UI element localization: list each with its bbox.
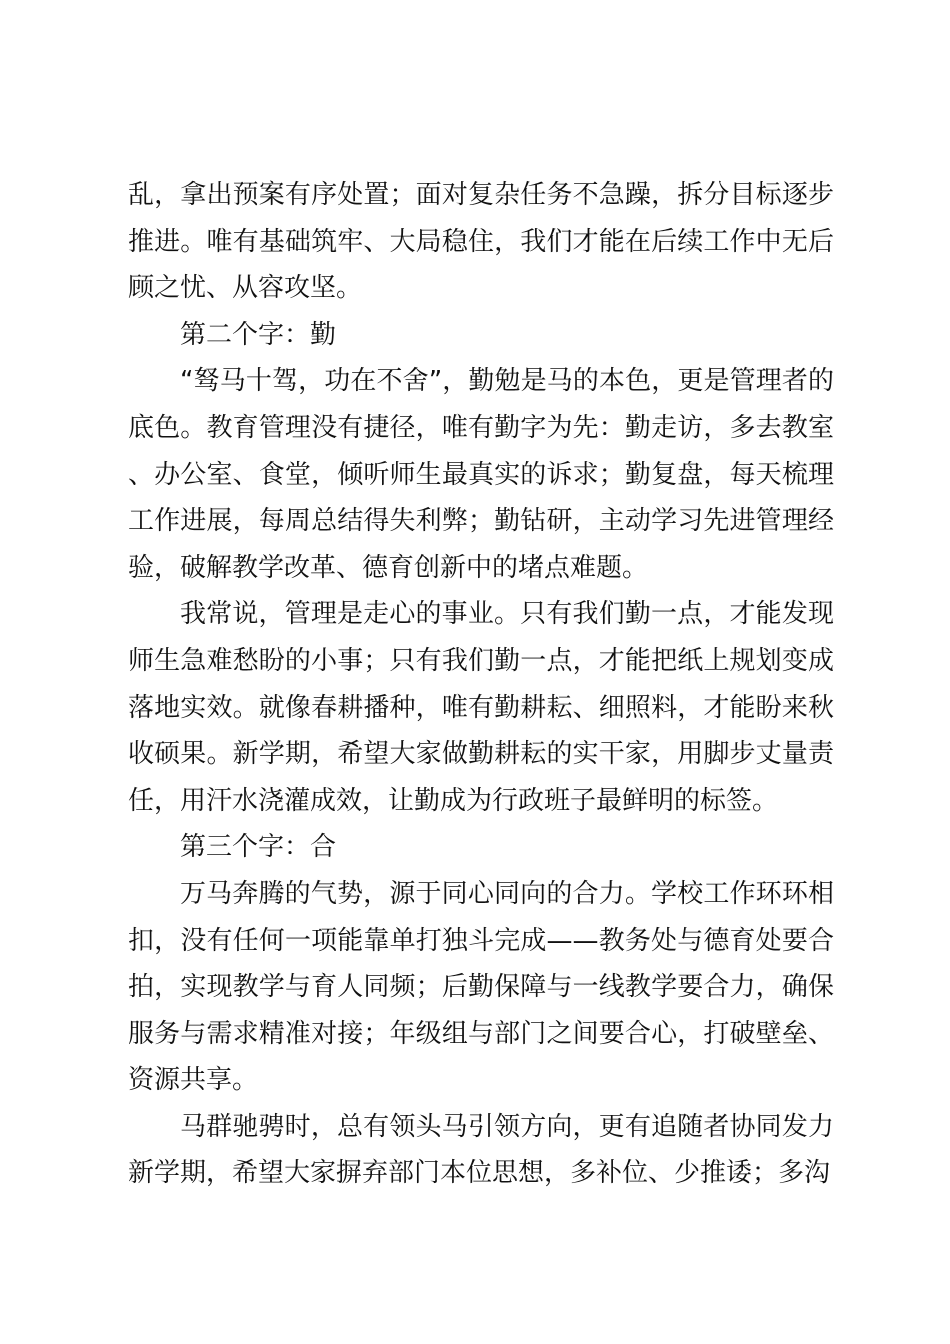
section-heading-he: 第三个字：合: [180, 832, 337, 863]
section-heading-qin: 第二个字：勤: [180, 319, 337, 350]
paragraph-continuation: 乱，拿出预案有序处置；面对复杂任务不急躁，拆分目标逐步推进。唯有基础筑牢、大局稳住，我们才能在后续工作中无后顾之忧、从容攻坚。: [128, 180, 834, 304]
paragraph-he-2: 马群驰骋时，总有领头马引领方向，更有追随者协同发力新学期，希望大家摒弃部门本位思想，多补位、少推诿；多沟: [128, 1111, 834, 1189]
paragraph-he-1: 万马奔腾的气势，源于同心同向的合力。学校工作环环相扣，没有任何一项能靠单打独斗完成——教务处与德育处要合拍，实现教学与育人同频；后勤保障与一线教学要合力，确保服务与需求精准对接；年级组与部门之间要合心，打破壁垒、资源共享。: [128, 878, 834, 1096]
document-body: [128, 172, 834, 1197]
paragraph-qin-2: 我常说，管理是走心的事业。只有我们勤一点，才能发现师生急难愁盼的小事；只有我们勤一点，才能把纸上规划变成落地实效。就像春耕播种，唯有勤耕耘、细照料，才能盼来秋收硕果。新学期，希望大家做勤耕耘的实干家，用脚步丈量责任，用汗水浇灌成效，让勤成为行政班子最鲜明的标签。: [128, 599, 834, 816]
paragraph-qin-1: “驽马十驾，功在不舍”，勤勉是马的本色，更是管理者的底色。教育管理没有捷径，唯有勤字为先：勤走访，多去教室、办公室、食堂，倾听师生最真实的诉求；勤复盘，每天梳理工作进展，每周总结得失利弊；勤钻研，主动学习先进管理经验，破解教学改革、德育创新中的堵点难题。: [128, 366, 834, 583]
